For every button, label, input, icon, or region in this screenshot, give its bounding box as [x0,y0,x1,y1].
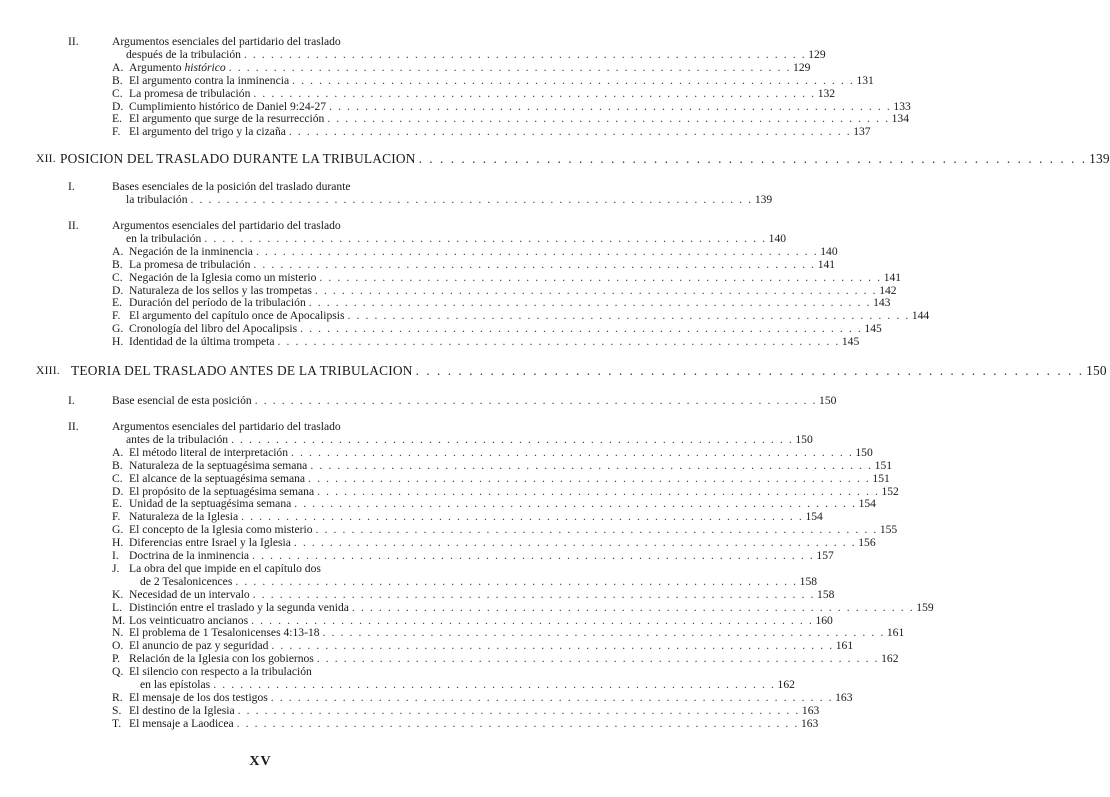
page-number: 140 [768,231,787,245]
dot-leader: . . . . . . . . . . . . . . . . . . . . . . . . . . . . . . . . . . . . . . . . . . . . . . . . . . . . . . . . . . . . . . . [319,270,882,284]
toc-entry [129,484,899,499]
dot-leader: . . . . . . . . . . . . . . . . . . . . . . . . . . . . . . . . . . . . . . . . . . . . . . . . . . . . . . . . . . . . . . . [415,363,1085,378]
entry-letter: E. [112,112,122,126]
entry-title-text: El argumento que surge de la resurrección [129,112,325,126]
entry-title-text: Negación de la Iglesia como un misterio [129,270,317,284]
entry-letter: H. [112,536,124,550]
dot-leader: . . . . . . . . . . . . . . . . . . . . . . . . . . . . . . . . . . . . . . . . . . . . . . . . . . . . . . . . . . . . . . . [300,322,863,336]
toc-entry-continuation [126,432,813,447]
section-numeral: II. [68,219,79,232]
dot-leader: . . . . . . . . . . . . . . . . . . . . . . . . . . . . . . . . . . . . . . . . . . . . . . . . . . . . . . . . . . . . . . . [252,549,815,562]
page-number: 156 [858,536,876,550]
page-number: 160 [815,613,833,627]
page-number: 145 [864,322,882,336]
entry-title-text: La promesa de tribulación [129,86,251,100]
entry-title-text: Argumentos esenciales del partidario del traslado [112,219,341,232]
entry-title-text: Identidad de la última trompeta [129,335,275,349]
entry-letter: D. [112,484,124,498]
page-number: 151 [872,471,890,485]
page-number: 150 [855,445,873,459]
toc-entry [129,600,934,615]
entry-letter: F. [112,125,121,139]
entry-letter: D. [112,283,124,297]
page-number: 137 [853,125,871,139]
entry-letter: S. [112,703,122,717]
entry-title-text: antes de la tribulación [126,432,229,446]
entry-title-text: Argumentos esenciales del partidario del traslado [112,420,341,433]
dot-leader: . . . . . . . . . . . . . . . . . . . . . . . . . . . . . . . . . . . . . . . . . . . . . . . . . . . . . . . . . . . . . . . [231,432,794,446]
chapter-numeral: XIII. [36,364,60,377]
entry-title [112,35,341,49]
toc-entry [129,270,902,285]
entry-title [129,446,288,460]
entry-title [112,394,252,408]
toc-entry [129,99,911,114]
page-number: 162 [777,678,795,691]
entry-title-text: Unidad de la septuagésima semana [129,497,292,511]
dot-leader: . . . . . . . . . . . . . . . . . . . . . . . . . . . . . . . . . . . . . . . . . . . . . . . . . . . . . . . . . . . . . . . [308,296,872,310]
entry-title [129,485,314,499]
entry-title-text: Naturaleza de la septuagésima semana [129,458,308,472]
toc-entry [129,322,882,336]
page-number: 163 [835,690,853,704]
entry-letter: B. [112,458,123,472]
toc-entry [129,125,871,139]
page-number: 143 [873,296,891,310]
entry-letter: L. [112,600,122,614]
entry-letter: T. [112,716,122,730]
toc-entry [112,394,837,408]
dot-leader: . . . . . . . . . . . . . . . . . . . . . . . . . . . . . . . . . . . . . . . . . . . . . . . . . . . . . . . . . . . . . . . [292,73,855,87]
dot-leader: . . . . . . . . . . . . . . . . . . . . . . . . . . . . . . . . . . . . . . . . . . . . . . . . . . . . . . . . . . . . . . . [241,510,804,524]
entry-title [129,258,250,272]
toc-entry [129,309,930,323]
dot-leader: . . . . . . . . . . . . . . . . . . . . . . . . . . . . . . . . . . . . . . . . . . . . . . . . . . . . . . . . . . . . . . . [314,283,878,297]
entry-title-text: Naturaleza de la Iglesia [129,510,239,524]
entry-title [129,626,320,640]
entry-title-text: El problema de 1 Tesalonicenses 4:13-18 [129,626,320,640]
toc-entry [112,180,461,194]
page-number: 161 [886,626,905,640]
dot-leader: . . . . . . . . . . . . . . . . . . . . . . . . . . . . . . . . . . . . . . . . . . . . . . . . . . . . . . . . . . . . . . . [236,716,799,730]
entry-title [129,74,289,88]
page-number-roman: XV [249,754,272,769]
dot-leader: . . . . . . . . . . . . . . . . . . . . . . . . . . . . . . . . . . . . . . . . . . . . . . . . . . . . . . . . . . . . . . . [293,536,857,550]
entry-title [129,665,312,679]
section-numeral: II. [68,35,79,48]
page-number: 157 [816,549,834,562]
dot-leader: . . . . . . . . . . . . . . . . . . . . . . . . . . . . . . . . . . . . . . . . . . . . . . . . . . . . . . . . . . . . . . . [288,125,852,139]
toc-entry [129,665,461,679]
toc-entry [112,219,461,233]
entry-title-text: El propósito de la septuagésima semana [129,484,315,498]
entry-title [129,549,249,563]
toc-entry-continuation [126,47,826,62]
entry-title [129,601,349,615]
page-number: 134 [891,112,910,126]
toc-entry [129,244,838,259]
toc-entry [129,283,897,298]
entry-letter: G. [112,523,124,537]
toc-entry [129,626,905,640]
entry-letter: F. [112,510,121,524]
entry-title [129,717,234,731]
page-number: 133 [893,99,911,113]
entry-title [129,588,250,602]
entry-title [140,678,210,692]
entry-title [126,193,188,207]
dot-leader: . . . . . . . . . . . . . . . . . . . . . . . . . . . . . . . . . . . . . . . . . . . . . . . . . . . . . . . . . . . . . . . [228,60,792,74]
entry-letter: M. [112,613,126,627]
entry-title [112,420,341,434]
dot-leader: . . . . . . . . . . . . . . . . . . . . . . . . . . . . . . . . . . . . . . . . . . . . . . . . . . . . . . . . . . . . . . . [291,445,854,459]
dot-leader: . . . . . . . . . . . . . . . . . . . . . . . . . . . . . . . . . . . . . . . . . . . . . . . . . . . . . . . . . . . . . . . [294,497,857,511]
entry-title-text: Negación de la inminencia [129,244,253,258]
entry-title [129,112,324,126]
page-number: 152 [881,484,899,498]
toc-entry [129,587,835,602]
dot-leader: . . . . . . . . . . . . . . . . . . . . . . . . . . . . . . . . . . . . . . . . . . . . . . . . . . . . . . . . . . . . . . . [235,574,798,588]
entry-letter: B. [112,73,123,87]
dot-leader: . . . . . . . . . . . . . . . . . . . . . . . . . . . . . . . . . . . . . . . . . . . . . . . . . . . . . . . . . . . . . . . [317,484,880,498]
entry-letter: A. [112,445,124,459]
entry-letter: K. [112,587,124,601]
toc-entry [129,73,874,88]
toc-entry [129,445,873,460]
entry-letter: N. [112,626,124,640]
page-number: 155 [879,523,898,537]
entry-title [129,691,268,705]
entry-title-text: Doctrina de la inminencia [129,549,250,562]
toc-entry [129,716,819,731]
dot-leader: . . . . . . . . . . . . . . . . . . . . . . . . . . . . . . . . . . . . . . . . . . . . . . . . . . . . . . . . . . . . . . . [315,523,878,537]
entry-title-text: El concepto de la Iglesia como misterio [129,523,313,537]
entry-title [129,245,253,259]
toc-entry-continuation [140,678,795,692]
entry-title-text: La obra del que impide en el capítulo dos [129,561,321,575]
entry-title [129,87,250,101]
entry-title [129,284,312,298]
entry-letter: E. [112,497,122,511]
entry-title [126,48,241,62]
page-number: 139 [1089,151,1110,166]
entry-letter: Q. [112,665,124,679]
chapter-title: TEORIA DEL TRASLADO ANTES DE LA TRIBULACION [71,363,413,378]
toc-entry [129,257,836,272]
toc-entry [129,458,893,473]
entry-title-text: El argumento del capítulo once de Apocalipsis [129,309,345,323]
toc-entry [129,471,890,486]
dot-leader: . . . . . . . . . . . . . . . . . . . . . . . . . . . . . . . . . . . . . . . . . . . . . . . . . . . . . . . . . . . . . . . [277,335,840,349]
entry-title [129,562,321,576]
toc-entry [129,562,461,576]
entry-title-text: Los veinticuatro ancianos [129,613,249,627]
dot-leader: . . . . . . . . . . . . . . . . . . . . . . . . . . . . . . . . . . . . . . . . . . . . . . . . . . . . . . . . . . . . . . . [252,587,816,601]
entry-letter: D. [112,99,124,113]
section-numeral: I. [68,180,75,193]
toc-entry [129,690,853,705]
page-number: 154 [805,510,823,524]
toc-entry [129,523,898,537]
entry-title [129,614,248,628]
page-number: 150 [795,432,813,446]
entry-title [112,180,351,194]
page-number: 159 [916,600,934,614]
entry-title-text: Cumplimiento histórico de Daniel 9:24-27 [129,99,327,113]
dot-leader: . . . . . . . . . . . . . . . . . . . . . . . . . . . . . . . . . . . . . . . . . . . . . . . . . . . . . . . . . . . . . . . [316,652,880,666]
toc-entry [129,60,811,75]
entry-title-text: El silencio con respecto a la tribulación [129,665,312,679]
toc-entry [129,335,860,349]
entry-title-text: Diferencias entre Israel y la Iglesia [129,536,291,550]
entry-title-text: El anuncio de paz y seguridad [129,639,269,653]
dot-leader: . . . . . . . . . . . . . . . . . . . . . . . . . . . . . . . . . . . . . . . . . . . . . . . . . . . . . . . . . . . . . . . [243,47,807,61]
dot-leader: . . . . . . . . . . . . . . . . . . . . . . . . . . . . . . . . . . . . . . . . . . . . . . . . . . . . . . . . . . . . . . . [254,394,818,407]
entry-title [129,309,345,323]
dot-leader: . . . . . . . . . . . . . . . . . . . . . . . . . . . . . . . . . . . . . . . . . . . . . . . . . . . . . . . . . . . . . . . [204,231,767,245]
entry-title-text: El método literal de interpretación [129,445,289,459]
dot-leader: . . . . . . . . . . . . . . . . . . . . . . . . . . . . . . . . . . . . . . . . . . . . . . . . . . . . . . . . . . . . . . . [351,600,915,614]
dot-leader: . . . . . . . . . . . . . . . . . . . . . . . . . . . . . . . . . . . . . . . . . . . . . . . . . . . . . . . . . . . . . . . [308,471,871,485]
toc-entry [129,86,836,101]
entry-letter: O. [112,639,124,653]
entry-letter: C. [112,86,123,100]
page-number: 150 [819,394,837,407]
page-number: 142 [879,283,897,297]
page-number: 163 [801,703,820,717]
page-number: 161 [835,639,854,653]
entry-title [126,433,228,447]
toc-entry-continuation [140,574,818,589]
chapter-numeral: XII. [36,152,56,165]
dot-leader: . . . . . . . . . . . . . . . . . . . . . . . . . . . . . . . . . . . . . . . . . . . . . . . . . . . . . . . . . . . . . . . [213,678,776,691]
entry-title [129,459,307,473]
entry-title-text: Argumentos esenciales del partidario del traslado [112,35,341,48]
entry-letter: G. [112,322,124,336]
toc-entry [129,613,833,628]
toc-entry-continuation [126,231,787,246]
entry-title-text: en las epístolas [140,678,211,691]
entry-title [129,296,306,310]
page-number: 141 [883,270,902,284]
dot-leader: . . . . . . . . . . . . . . . . . . . . . . . . . . . . . . . . . . . . . . . . . . . . . . . . . . . . . . . . . . . . . . . [329,99,892,113]
entry-title [129,639,268,653]
page-number: 162 [881,652,899,666]
entry-title-text: La promesa de tribulación [129,257,251,271]
page-number: 129 [793,60,811,74]
toc-entry [129,536,876,550]
toc-entry [129,639,854,653]
toc-entry [129,112,910,126]
entry-title-text: Naturaleza de los sellos y las trompetas [129,283,312,297]
entry-letter: F. [112,309,121,323]
entry-letter: H. [112,335,124,349]
entry-letter: P. [112,652,121,666]
dot-leader: . . . . . . . . . . . . . . . . . . . . . . . . . . . . . . . . . . . . . . . . . . . . . . . . . . . . . . . . . . . . . . . [253,86,816,100]
toc-entry [129,703,820,718]
dot-leader: . . . . . . . . . . . . . . . . . . . . . . . . . . . . . . . . . . . . . . . . . . . . . . . . . . . . . . . . . . . . . . . [251,613,814,627]
toc-entry [129,652,899,666]
page-number: 132 [817,86,836,100]
entry-title-text: El destino de la Iglesia [129,703,235,717]
dot-leader: . . . . . . . . . . . . . . . . . . . . . . . . . . . . . . . . . . . . . . . . . . . . . . . . . . . . . . . . . . . . . . . [310,458,873,472]
entry-letter: A. [112,244,124,258]
page-number: 140 [820,244,838,258]
dot-leader: . . . . . . . . . . . . . . . . . . . . . . . . . . . . . . . . . . . . . . . . . . . . . . . . . . . . . . . . . . . . . . . [322,626,885,640]
entry-title [129,322,297,336]
entry-title [129,704,235,718]
dot-leader: . . . . . . . . . . . . . . . . . . . . . . . . . . . . . . . . . . . . . . . . . . . . . . . . . . . . . . . . . . . . . . . [190,192,753,206]
dot-leader: . . . . . . . . . . . . . . . . . . . . . . . . . . . . . . . . . . . . . . . . . . . . . . . . . . . . . . . . . . . . . . . [327,112,890,126]
section-numeral: I. [68,394,75,407]
page-number: 144 [911,309,930,323]
dot-leader: . . . . . . . . . . . . . . . . . . . . . . . . . . . . . . . . . . . . . . . . . . . . . . . . . . . . . . . . . . . . . . . [255,244,819,258]
entry-title-text: Duración del período de la tribulación [129,296,306,310]
toc-entry-continuation [126,192,773,207]
page-number: 141 [817,257,836,271]
entry-title [129,536,291,550]
entry-title-text: Cronología del libro del Apocalipsis [129,322,298,336]
entry-letter: J. [112,561,120,575]
entry-letter: C. [112,270,123,284]
entry-title-italic: histórico [184,60,226,74]
entry-title [129,335,275,349]
page-number: 150 [1086,363,1107,378]
entry-title-text: de 2 Tesalonicences [140,574,233,588]
toc-entry [112,420,461,434]
entry-title [129,271,316,285]
chapter-heading [71,363,1107,378]
entry-title-text: Argumento [129,60,185,74]
entry-title [129,100,326,114]
toc-entry [129,296,891,310]
entry-letter: B. [112,257,123,271]
toc-entry [129,549,834,563]
entry-title-text: Distinción entre el traslado y la segunda venida [129,600,349,614]
entry-title-text: Necesidad de un intervalo [129,587,250,601]
dot-leader: . . . . . . . . . . . . . . . . . . . . . . . . . . . . . . . . . . . . . . . . . . . . . . . . . . . . . . . . . . . . . . . [271,639,834,653]
section-numeral: II. [68,420,79,433]
page-number: 158 [799,574,818,588]
toc-entry [129,510,823,524]
entry-title-text: después de la tribulación [126,47,241,61]
page-number: 151 [874,458,893,472]
dot-leader: . . . . . . . . . . . . . . . . . . . . . . . . . . . . . . . . . . . . . . . . . . . . . . . . . . . . . . . . . . . . . . . [253,257,816,271]
dot-leader: . . . . . . . . . . . . . . . . . . . . . . . . . . . . . . . . . . . . . . . . . . . . . . . . . . . . . . . . . . . . . . . [237,703,800,717]
entry-title [129,652,314,666]
page-number: 158 [817,587,835,601]
entry-letter: R. [112,690,123,704]
page-number: 131 [856,73,874,87]
entry-letter: E. [112,296,122,310]
entry-title [129,125,286,139]
page-number: 129 [808,47,826,61]
entry-title-text: El mensaje a Laodicea [129,716,234,730]
page-number: 154 [858,497,876,511]
entry-title-text: en la tribulación [126,231,202,245]
entry-title [112,219,341,233]
page-number: 163 [800,716,819,730]
entry-title [129,497,291,511]
entry-title [126,232,201,246]
page-number: 139 [754,192,773,206]
chapter-title: POSICION DEL TRASLADO DURANTE LA TRIBULACION [60,151,416,166]
entry-title-text: El alcance de la septuagésima semana [129,471,306,485]
chapter-heading [60,151,1110,166]
entry-title [129,510,238,524]
entry-title-text: la tribulación [126,192,188,206]
entry-letter: C. [112,471,123,485]
entry-title-text: Bases esenciales de la posición del traslado durante [112,180,351,193]
dot-leader: . . . . . . . . . . . . . . . . . . . . . . . . . . . . . . . . . . . . . . . . . . . . . . . . . . . . . . . . . . . . . . . [270,690,834,704]
entry-title-text: El argumento del trigo y la cizaña [129,125,286,139]
dot-leader: . . . . . . . . . . . . . . . . . . . . . . . . . . . . . . . . . . . . . . . . . . . . . . . . . . . . . . . . . . . . . . . [418,151,1088,166]
entry-title-text: El argumento contra la inminencia [129,73,290,87]
entry-title [140,575,232,589]
toc-entry [129,497,876,511]
entry-letter: I. [112,549,119,562]
entry-title [129,61,226,75]
entry-title [129,472,305,486]
page-number: 145 [841,335,860,349]
toc-entry [112,35,461,49]
entry-title-text: El mensaje de los dos testigos [129,690,268,704]
entry-title [129,523,313,537]
entry-title-text: Relación de la Iglesia con los gobiernos [129,652,314,666]
entry-title-text: Base esencial de esta posición [112,394,252,407]
dot-leader: . . . . . . . . . . . . . . . . . . . . . . . . . . . . . . . . . . . . . . . . . . . . . . . . . . . . . . . . . . . . . . . [347,309,910,323]
entry-letter: A. [112,60,124,74]
